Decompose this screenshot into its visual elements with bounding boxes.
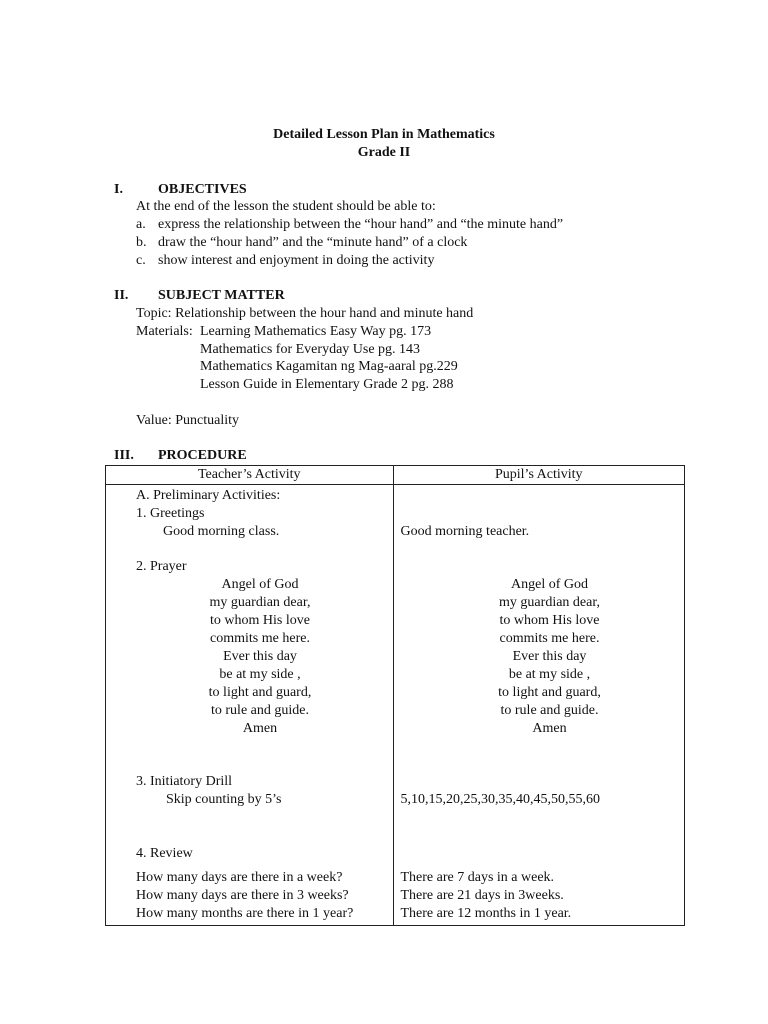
procedure-table <box>105 465 685 926</box>
section-heading-procedure: PROCEDURE <box>158 448 247 463</box>
objective-text: show interest and enjoyment in doing the activity <box>158 253 435 268</box>
teacher-greeting: Good morning class. <box>163 524 280 539</box>
prayer-line: to light and guard, <box>498 685 601 700</box>
objectives-intro: At the end of the lesson the student should be able to: <box>136 199 436 214</box>
section-numeral-procedure: III. <box>114 448 134 463</box>
review-answer: There are 21 days in 3weeks. <box>400 888 564 903</box>
prayer-line: to rule and guide. <box>211 703 309 718</box>
prayer-line: to light and guard, <box>208 685 312 700</box>
material-item: Lesson Guide in Elementary Grade 2 pg. 288 <box>200 377 454 392</box>
prayer-line: to whom His love <box>499 613 600 628</box>
review-answer: There are 7 days in a week. <box>400 870 555 885</box>
section-numeral-objectives: I. <box>114 182 123 197</box>
section-heading-objectives: OBJECTIVES <box>158 182 247 197</box>
review-question: How many days are there in a week? <box>136 870 343 885</box>
prayer-line: Amen <box>242 721 278 736</box>
prayer-line: to whom His love <box>210 613 310 628</box>
skip-counting-answer: 5,10,15,20,25,30,35,40,45,50,55,60 <box>400 792 600 807</box>
objective-marker: a. <box>136 217 146 232</box>
document-grade: Grade II <box>357 145 411 160</box>
teacher-activity-cell <box>106 485 394 926</box>
review-item: 4. Review <box>136 846 193 861</box>
subject-value: Value: Punctuality <box>136 413 240 428</box>
prayer-line: commits me here. <box>499 631 600 646</box>
skip-counting-instruction: Skip counting by 5’s <box>166 792 282 807</box>
prayer-line: Ever this day <box>223 649 297 664</box>
table-header-row <box>106 466 685 485</box>
review-answer: There are 12 months in 1 year. <box>400 906 572 921</box>
pupil-activity-cell <box>393 485 685 926</box>
prayer-line: Angel of God <box>221 577 299 592</box>
document-title: Detailed Lesson Plan in Mathematics <box>273 127 495 142</box>
material-item: Mathematics for Everyday Use pg. 143 <box>200 342 421 357</box>
objective-marker: b. <box>136 235 147 250</box>
objective-marker: c. <box>136 253 146 268</box>
materials-label: Materials: <box>136 324 193 339</box>
prayer-line: my guardian dear, <box>209 595 311 610</box>
prayer-line: commits me here. <box>210 631 310 646</box>
section-numeral-subject-matter: II. <box>114 288 129 303</box>
material-item: Mathematics Kagamitan ng Mag-aaral pg.229 <box>200 359 458 374</box>
table-row <box>106 485 685 926</box>
prayer-line: my guardian dear, <box>499 595 600 610</box>
section-heading-subject-matter: SUBJECT MATTER <box>158 288 285 303</box>
greetings-item: 1. Greetings <box>136 506 205 521</box>
review-question: How many months are there in 1 year? <box>136 906 354 921</box>
prayer-line: Ever this day <box>512 649 587 664</box>
initiatory-drill-item: 3. Initiatory Drill <box>136 774 233 789</box>
prayer-line: be at my side , <box>219 667 301 682</box>
objective-text: draw the “hour hand” and the “minute hand” of a clock <box>158 235 468 250</box>
material-item: Learning Mathematics Easy Way pg. 173 <box>200 324 432 339</box>
pupil-greeting: Good morning teacher. <box>400 524 530 539</box>
objective-text: express the relationship between the “hour hand” and “the minute hand” <box>158 217 564 232</box>
column-header-pupil: Pupil’s Activity <box>393 466 685 485</box>
review-question: How many days are there in 3 weeks? <box>136 888 349 903</box>
prayer-line: Angel of God <box>511 577 588 592</box>
preliminary-activities: A. Preliminary Activities: <box>136 488 281 503</box>
prayer-line: be at my side , <box>508 667 591 682</box>
subject-topic: Topic: Relationship between the hour hand and minute hand <box>136 306 474 321</box>
prayer-item: 2. Prayer <box>136 559 187 574</box>
prayer-line: to rule and guide. <box>500 703 599 718</box>
prayer-line: Amen <box>532 721 567 736</box>
column-header-teacher: Teacher’s Activity <box>106 466 394 485</box>
